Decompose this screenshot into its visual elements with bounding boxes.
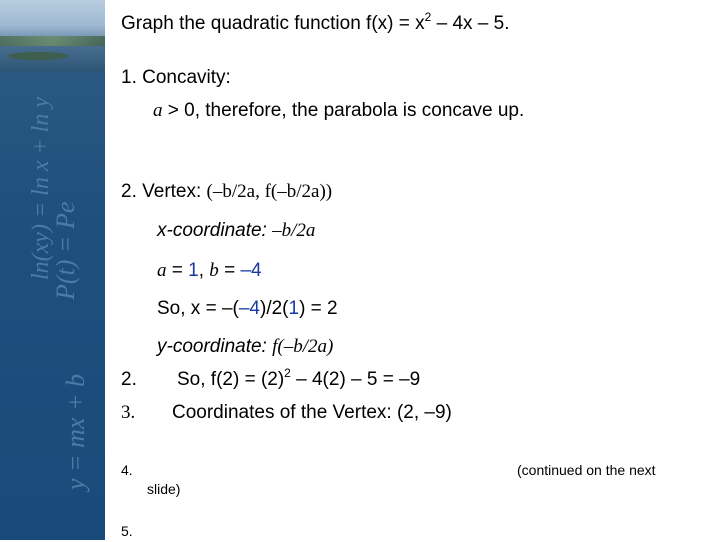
- vertex-heading: 2. Vertex: (–b/2a, f(–b/2a)): [121, 181, 333, 202]
- continued-note-end: slide): [147, 481, 181, 497]
- list-number-5: 5.: [121, 523, 133, 539]
- concavity-heading: 1. Concavity:: [121, 67, 231, 88]
- continued-note: (continued on the next: [517, 462, 656, 478]
- watermark-formula-growth: P(t) = Pe: [51, 201, 80, 300]
- x-coordinate-line: x-coordinate: –b/2a: [157, 220, 316, 241]
- watermark-formula-line: y = mx + b: [61, 374, 90, 490]
- y-coordinate-line: y-coordinate: f(–b/2a): [157, 336, 334, 357]
- y-value-calculation: So, $f(2) = (2)^2 - 4(2) - 5 = -9$: [177, 366, 421, 390]
- concavity-statement: a > 0, therefore, the parabola is concave up.: [153, 100, 525, 121]
- x-value-calculation: So, x = –(–4)/2(1) = 2: [157, 298, 338, 319]
- slide-title: Graph the quadratic function $f(x) = x^2 - 4x - 5$.: [121, 10, 510, 34]
- list-number-3: 3.: [121, 402, 136, 423]
- vertex-coordinates: Coordinates of the Vertex: (2, –9): [172, 402, 452, 423]
- watermark-formula-log: ln(xy) = ln x + ln y: [28, 97, 54, 280]
- list-number-2: 2.: [121, 369, 137, 390]
- list-number-4: 4.: [121, 462, 133, 478]
- coefficient-values: a = 1, b = –4: [157, 260, 262, 281]
